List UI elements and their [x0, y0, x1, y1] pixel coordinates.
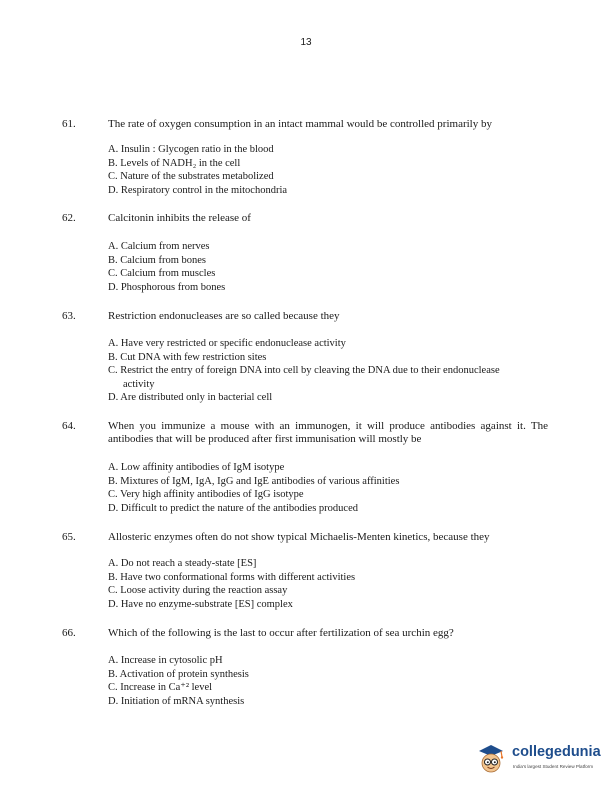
- collegedunia-logo[interactable]: [476, 743, 606, 775]
- question-text: Which of the following is the last to occur after fertilization of sea urchin egg?: [108, 627, 454, 639]
- question-number: 63.: [62, 310, 76, 322]
- option-c: C. Increase in Ca⁺² level: [108, 682, 213, 693]
- option-list: [108, 337, 548, 405]
- option-b: B. Levels of NADH₂ in the cell: [108, 157, 241, 169]
- option-list: [108, 557, 548, 611]
- option-d: D. Respiratory control in the mitochondria: [108, 184, 288, 196]
- option-b: B. Mixtures of IgM, IgA, IgG and IgE antibodies of various affinities: [108, 475, 400, 487]
- question-text: Restriction endonucleases are so called because they: [108, 310, 340, 322]
- collegedunia-mascot-icon: [476, 743, 508, 775]
- question-number: 61.: [62, 118, 76, 130]
- option-b: B. Have two conformational forms with different activities: [108, 571, 356, 583]
- question-number: 66.: [62, 627, 76, 639]
- option-a: A. Calcium from nerves: [108, 241, 210, 252]
- option-a: A. Low affinity antibodies of IgM isotype: [108, 462, 285, 473]
- question-text: When you immunize a mouse with an immunogen, it will produce antibodies against it. The antibodies that will be produced after first immunisation will mostly be: [108, 420, 548, 445]
- question-text: Allosteric enzymes often do not show typical Michaelis-Menten kinetics, because they: [108, 531, 490, 543]
- option-d: D. Are distributed only in bacterial cell: [108, 392, 273, 403]
- logo-wordmark: collegedunia: [512, 744, 601, 760]
- option-list: [108, 240, 548, 294]
- option-list: [108, 654, 548, 708]
- option-d: D. Initiation of mRNA synthesis: [108, 695, 245, 707]
- option-d: D. Difficult to predict the nature of the antibodies produced: [108, 502, 358, 514]
- option-list: [108, 143, 548, 197]
- option-c: C. Restrict the entry of foreign DNA into cell by cleaving the DNA due to their endonuclease activity: [108, 365, 500, 390]
- logo-tagline: India's largest Student Review Platform: [513, 764, 594, 769]
- option-a: A. Insulin : Glycogen ratio in the blood: [108, 144, 274, 155]
- option-c: C. Loose activity during the reaction assay: [108, 585, 288, 596]
- question-number: 64.: [62, 420, 76, 432]
- option-c: C. Very high affinity antibodies of IgG isotype: [108, 489, 304, 500]
- question-number: 62.: [62, 212, 76, 224]
- question-text: Calcitonin inhibits the release of: [108, 212, 251, 224]
- page-number: 13: [300, 37, 312, 48]
- option-d: D. Phosphorous from bones: [108, 281, 226, 293]
- option-c: C. Nature of the substrates metabolized: [108, 171, 274, 182]
- question-text: The rate of oxygen consumption in an intact mammal would be controlled primarily by: [108, 118, 492, 130]
- option-b: B. Activation of protein synthesis: [108, 668, 249, 680]
- option-b: B. Cut DNA with few restriction sites: [108, 351, 267, 363]
- option-c: C. Calcium from muscles: [108, 268, 216, 279]
- option-a: A. Do not reach a steady-state [ES]: [108, 558, 257, 569]
- option-a: A. Increase in cytosolic pH: [108, 655, 223, 666]
- option-b: B. Calcium from bones: [108, 254, 206, 266]
- option-a: A. Have very restricted or specific endonuclease activity: [108, 338, 346, 349]
- option-d: D. Have no enzyme-substrate [ES] complex: [108, 598, 293, 610]
- question-number: 65.: [62, 531, 76, 543]
- option-list: [108, 461, 548, 515]
